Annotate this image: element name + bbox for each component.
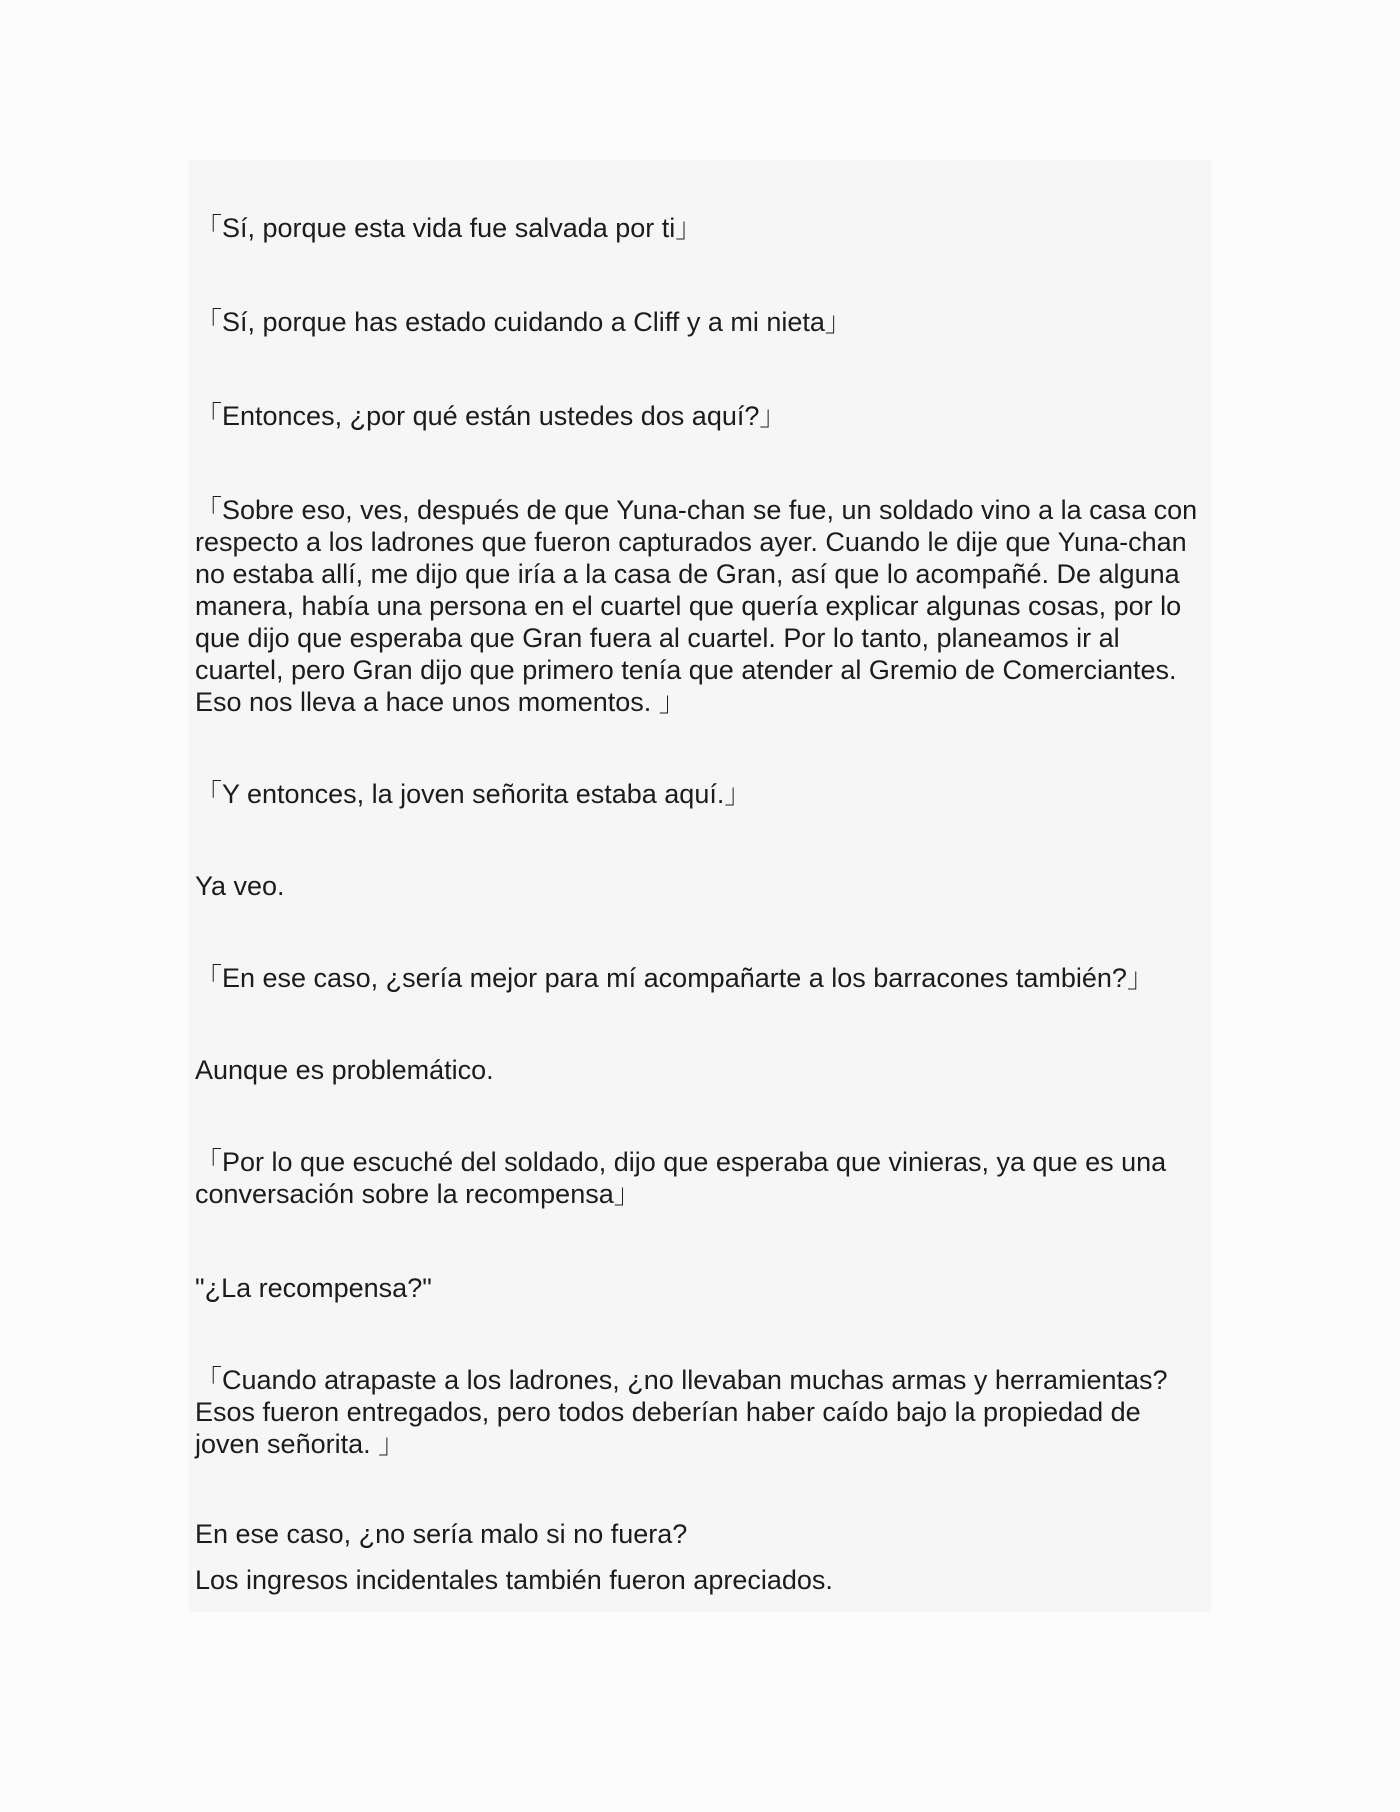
paragraph-7: 「En ese caso, ¿sería mejor para mí acompañarte a los barracones también?」	[195, 963, 1154, 993]
paragraph-10: "¿La recompensa?"	[195, 1273, 432, 1303]
paragraph-1: 「Sí, porque esta vida fue salvada por ti」	[195, 213, 703, 243]
paragraph-12: En ese caso, ¿no sería malo si no fuera?	[195, 1519, 688, 1549]
paragraph-4: 「Sobre eso, ves, después de que Yuna-chan se fue, un soldado vino a la casa con respecto a los ladrones que fueron capturados ayer. Cuando le dije que Yuna-chan no estaba allí, me dijo que iría a la casa de Gran, así que lo acompañé. De alguna manera, había una persona en el cuartel que quería explicar algunas cosas, por lo que dijo que esperaba que Gran fuera al cuartel. Por lo tanto, planeamos ir al cuartel, pero Gran dijo que primero tenía que atender al Gremio de Comerciantes. Eso nos lleva a hace unos momentos. 」	[195, 495, 1198, 717]
paragraph-9: 「Por lo que escuché del soldado, dijo que esperaba que vinieras, ya que es una conversación sobre la recompensa」	[195, 1147, 1167, 1209]
paragraph-13: Los ingresos incidentales también fueron apreciados.	[195, 1565, 833, 1595]
paragraph-3: 「Entonces, ¿por qué están ustedes dos aquí?」	[195, 401, 787, 431]
paragraph-5: 「Y entonces, la joven señorita estaba aquí.」	[195, 779, 752, 809]
paragraph-11: 「Cuando atrapaste a los ladrones, ¿no llevaban muchas armas y herramientas? Esos fueron entregados, pero todos deberían haber caído bajo la propiedad de joven señorita. 」	[195, 1365, 1168, 1459]
paragraph-6: Ya veo.	[195, 871, 285, 901]
paragraph-8: Aunque es problemático.	[195, 1055, 494, 1085]
paragraph-2: 「Sí, porque has estado cuidando a Cliff y a mi nieta」	[195, 307, 852, 337]
document-page	[189, 160, 1211, 1612]
